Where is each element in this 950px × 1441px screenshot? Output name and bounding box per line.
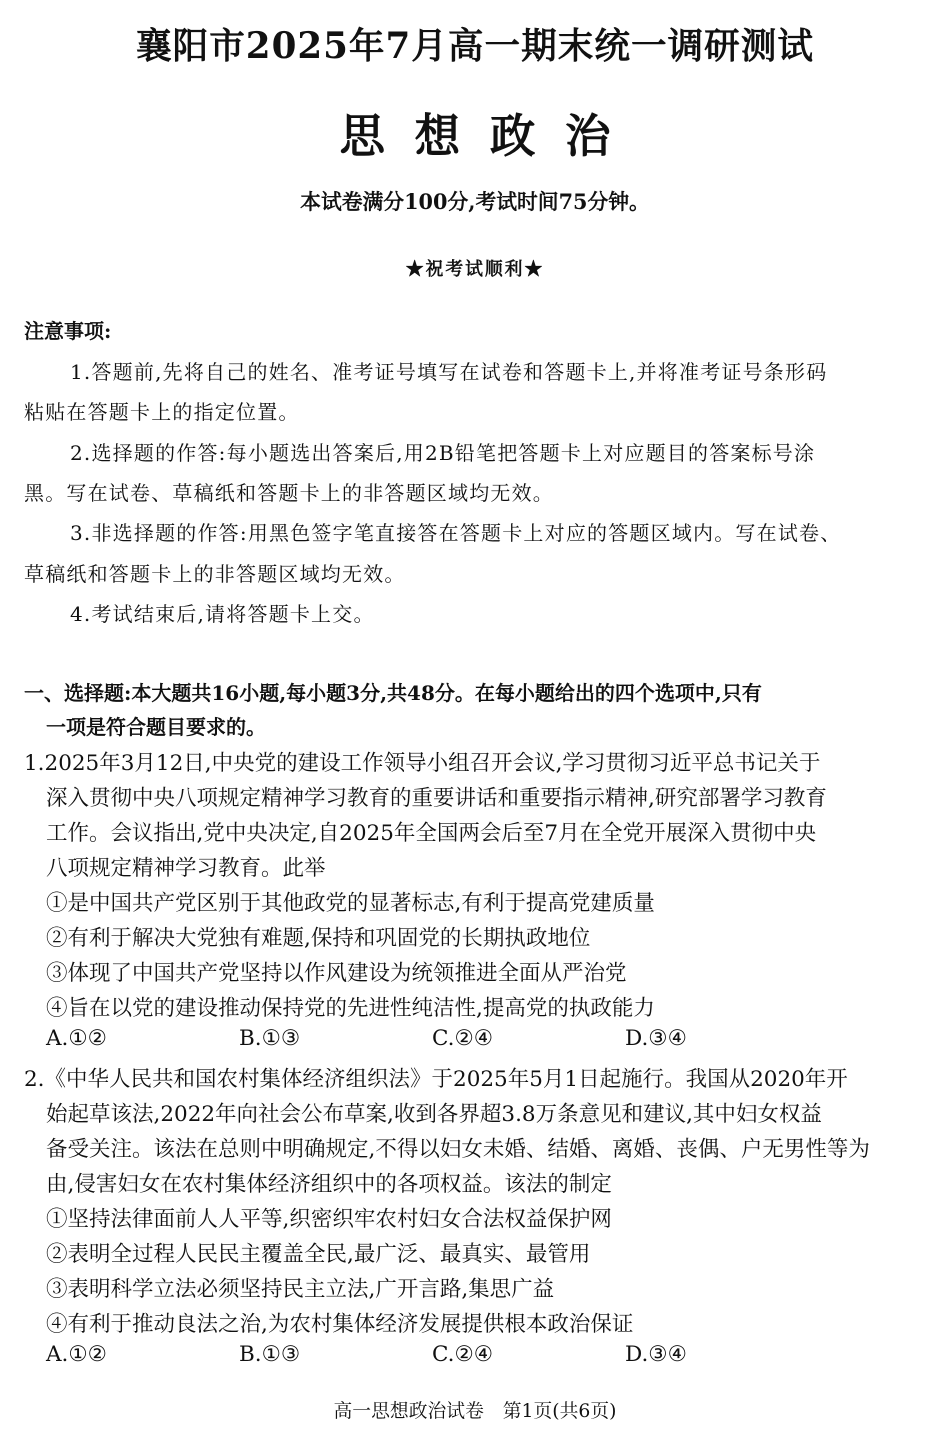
option-c: C.②④: [432, 1026, 494, 1051]
option-a: A.①②: [46, 1342, 107, 1367]
question-stem-line: 由,侵害妇女在农村集体经济组织中的各项权益。该法的制定: [46, 1172, 612, 1197]
page-footer: 高一思想政治试卷 第1页(共6页): [333, 1400, 617, 1422]
good-luck-line: ★祝考试顺利★: [405, 259, 545, 280]
option-c: C.②④: [432, 1342, 494, 1367]
notice-line: 粘贴在答题卡上的指定位置。: [24, 400, 300, 424]
exam-info: 本试卷满分100分,考试时间75分钟。: [300, 189, 650, 214]
notice-line: 4.考试结束后,请将答题卡上交。: [70, 602, 375, 626]
question-stem-line: 深入贯彻中央八项规定精神学习教育的重要讲话和重要指示精神,研究部署学习教育: [46, 786, 827, 811]
notice-line: 黑。写在试卷、草稿纸和答题卡上的非答题区域均无效。: [24, 481, 554, 505]
notice-line: 1.答题前,先将自己的姓名、准考证号填写在试卷和答题卡上,并将准考证号条形码: [70, 360, 828, 384]
option-a: A.①②: [46, 1026, 107, 1051]
statement: ②有利于解决大党独有难题,保持和巩固党的长期执政地位: [46, 926, 591, 951]
notice-line: 3.非选择题的作答:用黑色签字笔直接答在答题卡上对应的答题区域内。写在试卷、: [70, 521, 842, 545]
statement: ④有利于推动良法之治,为农村集体经济发展提供根本政治保证: [46, 1312, 634, 1337]
statement: ②表明全过程人民民主覆盖全民,最广泛、最真实、最管用: [46, 1242, 591, 1267]
question-stem-line: 始起草该法,2022年向社会公布草案,收到各界超3.8万条意见和建议,其中妇女权益: [46, 1102, 822, 1127]
notice-heading: 注意事项:: [24, 319, 112, 343]
statement: ④旨在以党的建设推动保持党的先进性纯洁性,提高党的执政能力: [46, 996, 655, 1021]
question-stem-line: 1.2025年3月12日,中央党的建设工作领导小组召开会议,学习贯彻习近平总书记关于: [24, 751, 821, 776]
option-b: B.①③: [239, 1026, 301, 1051]
option-b: B.①③: [239, 1342, 301, 1367]
subject-title: 思想政治: [339, 109, 641, 163]
statement: ③表明科学立法必须坚持民主立法,广开言路,集思广益: [46, 1277, 555, 1302]
statement: ①坚持法律面前人人平等,织密织牢农村妇女合法权益保护网: [46, 1207, 612, 1232]
statement: ①是中国共产党区别于其他政党的显著标志,有利于提高党建质量: [46, 891, 655, 916]
notice-line: 2.选择题的作答:每小题选出答案后,用2B铅笔把答题卡上对应题目的答案标号涂: [70, 441, 816, 465]
question-stem-line: 工作。会议指出,党中央决定,自2025年全国两会后至7月在全党开展深入贯彻中央: [46, 821, 817, 846]
option-d: D.③④: [625, 1026, 687, 1051]
notice-line: 草稿纸和答题卡上的非答题区域均无效。: [24, 562, 406, 586]
section-heading-continued: 一项是符合题目要求的。: [46, 715, 266, 739]
question-stem-line: 2.《中华人民共和国农村集体经济组织法》于2025年5月1日起施行。我国从2020年开: [24, 1067, 848, 1092]
question-stem-line: 备受关注。该法在总则中明确规定,不得以妇女未婚、结婚、离婚、丧偶、户无男性等为: [46, 1137, 870, 1162]
question-stem-line: 八项规定精神学习教育。此举: [46, 856, 326, 881]
option-d: D.③④: [625, 1342, 687, 1367]
section-heading: 一、选择题:本大题共16小题,每小题3分,共48分。在每小题给出的四个选项中,只有: [24, 681, 762, 705]
exam-title: 襄阳市2025年7月高一期末统一调研测试: [135, 25, 815, 67]
statement: ③体现了中国共产党坚持以作风建设为统领推进全面从严治党: [46, 961, 627, 986]
